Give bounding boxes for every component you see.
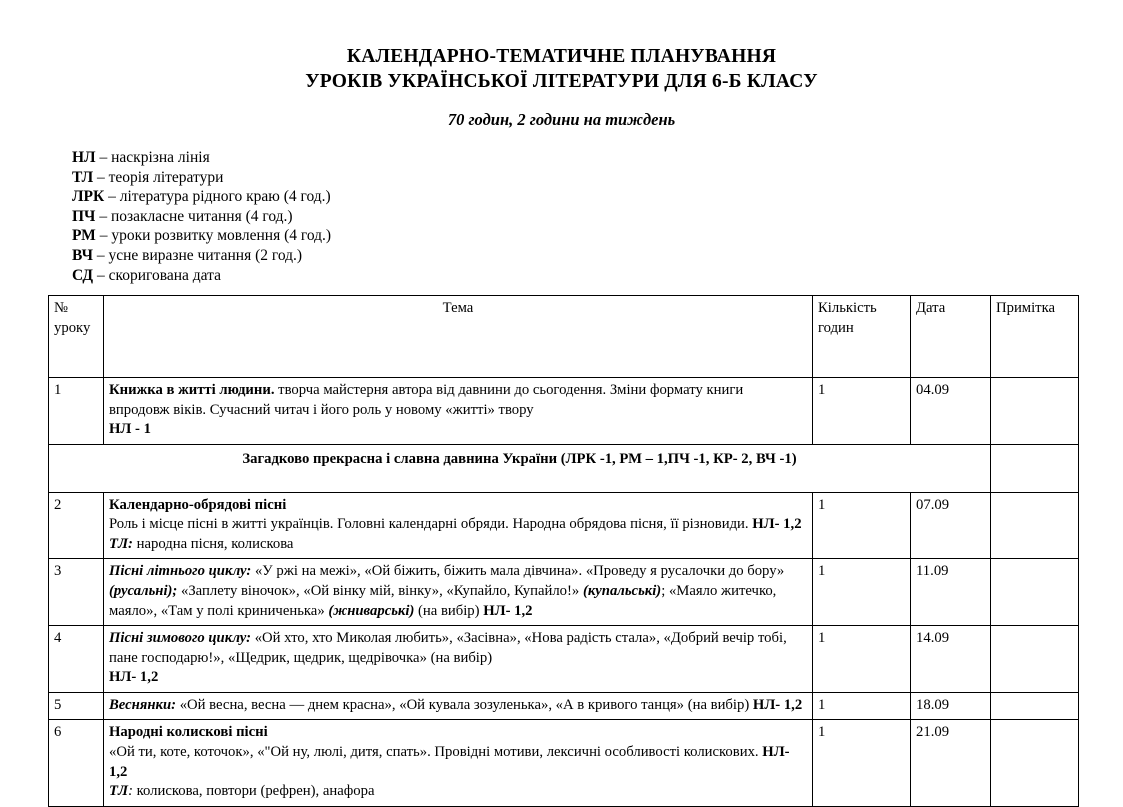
column-header-hours [813, 296, 911, 378]
text-run: ТЛ: [109, 535, 133, 552]
cell-lesson-number: 3 [49, 559, 104, 626]
legend-item [72, 148, 1123, 168]
legend-text: скоригована дата [108, 266, 221, 284]
legend-abbr: ТЛ [72, 168, 94, 186]
legend-item [72, 187, 1123, 207]
legend-dash: – [93, 168, 109, 186]
legend-abbr: СД [72, 266, 94, 284]
cell-note [991, 492, 1079, 559]
cell-note [991, 444, 1079, 492]
cell-lesson-number: 5 [49, 692, 104, 720]
text-run: ТЛ [109, 783, 129, 800]
column-header-lesson-number [49, 296, 104, 378]
cell-lesson-number: 4 [49, 626, 104, 693]
legend-item [72, 168, 1123, 188]
cell-date: 07.09 [911, 492, 991, 559]
cell-theme [104, 378, 813, 445]
legend-dash: – [92, 246, 109, 264]
text-run: НЛ- 1,2 [109, 744, 790, 780]
table-section-header-row [49, 444, 1079, 492]
legend-abbr: ВЧ [72, 246, 93, 264]
cell-hours: 1 [813, 559, 911, 626]
text-run: (жниварські) [328, 602, 415, 619]
text-run: колискова, повтори (рефрен), анафора [132, 783, 375, 800]
legend-text: література рідного краю (4 год.) [119, 188, 331, 206]
text-run: «Ой ти, коте, коточок», «"Ой ну, люлі, дитя, спать». Провідні мотиви, лексичні особливості колискових. [109, 744, 763, 761]
cell-date: 21.09 [911, 720, 991, 806]
legend-dash: – [95, 207, 111, 225]
legend-text: позакласне читання (4 год.) [110, 207, 293, 225]
legend-item [72, 207, 1123, 227]
section-header-title: Загадково прекрасна і славна давнина України (ЛРК -1, РМ – 1,ПЧ -1, КР- 2, ВЧ -1) [49, 444, 991, 492]
text-run: Народні колискові пісні [109, 724, 268, 741]
table-header-row [49, 296, 1079, 378]
text-run: Веснянки: [109, 696, 177, 713]
table-row [49, 720, 1079, 806]
cell-date: 04.09 [911, 378, 991, 445]
text-run: : [128, 783, 133, 800]
cell-lesson-number: 1 [49, 378, 104, 445]
text-run: Пісні літнього циклу: [109, 563, 252, 580]
cell-hours: 1 [813, 492, 911, 559]
table-row [49, 626, 1079, 693]
text-run: (русальні); [109, 582, 178, 599]
legend-dash: – [104, 188, 120, 206]
text-run: Роль і місце пісні в житті українців. Головні календарні обряди. Народна обрядова пісня, її різновиди. [109, 516, 753, 533]
legend-text: наскрізна лінія [111, 149, 210, 166]
cell-lesson-number: 6 [49, 720, 104, 806]
text-run: «У ржі на межі», «Ой біжить, біжить мала дівчина». «Проведу я русалочки до бору» [251, 563, 785, 580]
table-row [49, 492, 1079, 559]
header-line-1: № [54, 300, 69, 317]
legend-abbr: ЛРК [72, 188, 105, 206]
legend-text: уроки розвитку мовлення (4 год.) [111, 227, 332, 245]
text-run: «Ой хто, хто Миколая любить», «Засівна», «Нова радість стала», «Добрий вечір тобі, пане господарю!», «Щедрик, щедрик, щедрівочка» (на вибір) [109, 630, 787, 666]
document-title-line-1: КАЛЕНДАРНО-ТЕМАТИЧНЕ ПЛАНУВАННЯ [346, 46, 777, 67]
cell-theme [104, 626, 813, 693]
header-line-2: годин [818, 319, 854, 336]
abbreviations-legend [0, 148, 1123, 285]
legend-dash: – [95, 149, 112, 166]
column-header-date: Дата [911, 296, 991, 378]
text-run: НЛ- 1,2 [483, 602, 533, 619]
legend-item [72, 266, 1123, 286]
legend-text: усне виразне читання (2 год.) [108, 246, 303, 264]
planning-table-wrapper [0, 295, 1123, 807]
legend-abbr: ПЧ [72, 207, 96, 225]
text-run: народна пісня, колискова [132, 535, 294, 552]
text-run: Календарно-обрядові пісні [109, 496, 287, 513]
cell-theme [104, 492, 813, 559]
planning-table [48, 295, 1079, 807]
cell-theme [104, 720, 813, 806]
cell-hours: 1 [813, 626, 911, 693]
cell-note [991, 626, 1079, 693]
text-run: творча майстерня автора від давнини до сьогодення. Зміни формату книги впродовж віків. Сучасний читач і його роль у новому «житті» твору [109, 382, 744, 418]
column-header-theme: Тема [104, 296, 813, 378]
document-title-line-2: УРОКІВ УКРАЇНСЬКОЇ ЛІТЕРАТУРИ ДЛЯ 6-Б КЛАСУ [305, 71, 818, 92]
text-run: Пісні зимового циклу: [109, 630, 252, 647]
legend-item [72, 226, 1123, 246]
text-run: «Заплету віночок», «Ой вінку мій, вінку», «Купайло, Купайло!» [177, 582, 583, 599]
title-block [0, 0, 1123, 130]
table-header [49, 296, 1079, 378]
table-row [49, 559, 1079, 626]
cell-date: 11.09 [911, 559, 991, 626]
legend-abbr: РМ [72, 227, 96, 245]
table-row [49, 692, 1079, 720]
text-run: (купальські) [582, 582, 662, 599]
legend-dash: – [93, 266, 109, 284]
text-run: «Ой весна, весна — днем красна», «Ой кувала зозуленька», «А в кривого танця» (на вибір) [176, 696, 753, 713]
cell-hours: 1 [813, 692, 911, 720]
cell-note [991, 720, 1079, 806]
header-line-1: Кількість [818, 300, 877, 317]
cell-note [991, 378, 1079, 445]
cell-note [991, 559, 1079, 626]
cell-note [991, 692, 1079, 720]
cell-lesson-number: 2 [49, 492, 104, 559]
text-run: Книжка в житті людини. [109, 382, 275, 399]
cell-date: 18.09 [911, 692, 991, 720]
text-run: НЛ- 1,2 [752, 696, 803, 713]
legend-dash: – [95, 227, 112, 245]
header-line-2: уроку [54, 319, 91, 336]
text-run: ; «Маяло житечко, маяло», «Там у полі криниченька» [109, 582, 777, 619]
table-body [49, 378, 1079, 807]
table-row [49, 378, 1079, 445]
text-run: НЛ- 1,2 [109, 669, 159, 686]
legend-abbr: НЛ [72, 149, 96, 166]
legend-text: теорія літератури [108, 168, 224, 186]
cell-date: 14.09 [911, 626, 991, 693]
cell-hours: 1 [813, 378, 911, 445]
cell-theme [104, 559, 813, 626]
text-run: (на вибір) [414, 602, 484, 619]
text-run: НЛ- 1,2 [752, 516, 802, 533]
cell-theme [104, 692, 813, 720]
column-header-note: Примітка [991, 296, 1079, 378]
document-subtitle: 70 годин, 2 години на тиждень [447, 110, 676, 129]
cell-hours: 1 [813, 720, 911, 806]
text-run: НЛ - 1 [109, 421, 151, 438]
legend-item [72, 246, 1123, 266]
